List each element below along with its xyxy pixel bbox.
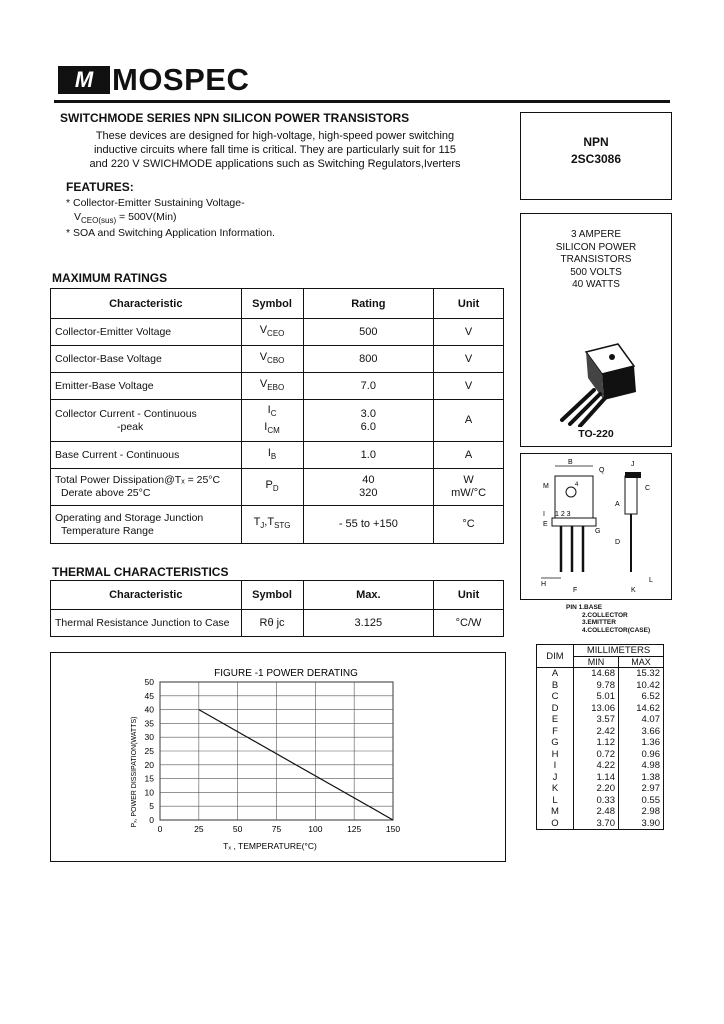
cell-characteristic: Operating and Storage Junction Temperature Range: [51, 506, 242, 544]
min-header: MIN: [574, 657, 619, 668]
dimension-row: [537, 703, 664, 715]
cell-min: 0.33: [574, 795, 619, 807]
cell-max: 1.38: [618, 772, 663, 784]
cell-min: 1.12: [574, 737, 619, 749]
cell-dim: D: [537, 703, 574, 715]
cell-symbol: $I_C$ $I_{CM}$: [241, 400, 303, 442]
y-tick-label: 35: [144, 718, 154, 729]
dimension-row: [537, 680, 664, 692]
dimension-row: [537, 726, 664, 738]
col-header: Unit: [434, 581, 504, 610]
mechanical-drawing-box: [520, 453, 672, 600]
x-tick-label: 100: [308, 824, 323, 834]
cell-max: 3.125: [303, 610, 434, 637]
table-row: [51, 373, 504, 400]
cell-characteristic: Total Power Dissipation@Tₓ = 25°C Derate above 25°C: [51, 469, 242, 506]
cell-rating: 7.0: [303, 373, 434, 400]
cell-unit: °C: [434, 506, 504, 544]
cell-rating: 40 320: [303, 469, 434, 506]
cell-min: 5.01: [574, 691, 619, 703]
max-ratings-title: MAXIMUM RATINGS: [52, 271, 168, 285]
company-logo-mark: M: [58, 66, 110, 94]
intro-line: These devices are designed for high-voltage, high-speed power switching: [95, 130, 455, 142]
cell-max: 2.97: [618, 783, 663, 795]
cell-max: 4.98: [618, 760, 663, 772]
chart-grid: [160, 682, 393, 820]
col-header: Rating: [303, 289, 434, 319]
cell-min: 9.78: [574, 680, 619, 692]
company-name: MOSPEC: [112, 62, 250, 97]
part-number: 2SC3086: [570, 152, 622, 166]
feature-item: * SOA and Switching Application Information.: [66, 227, 275, 239]
cell-characteristic: Emitter-Base Voltage: [51, 373, 242, 400]
y-tick-label: 30: [144, 732, 154, 743]
x-tick-label: 0: [157, 824, 163, 834]
cell-rating: 500: [303, 319, 434, 346]
cell-max: 3.90: [618, 818, 663, 830]
cell-symbol: $V_{CEO}$: [241, 319, 303, 346]
y-tick-label: 0: [149, 815, 154, 825]
dimension-row: [537, 691, 664, 703]
cell-min: 4.22: [574, 760, 619, 772]
cell-min: 3.70: [574, 818, 619, 830]
cell-rating: 800: [303, 346, 434, 373]
y-tick-label: 20: [144, 759, 154, 770]
thermal-table: [50, 580, 504, 637]
intro-line: and 220 V SWICHMODE applications such as Switching Regulators,Iverters: [89, 158, 461, 170]
cell-min: 2.42: [574, 726, 619, 738]
table-row: [51, 319, 504, 346]
cell-min: 13.06: [574, 703, 619, 715]
svg-text:1 2 3: 1 2 3: [555, 511, 571, 518]
table-row: [51, 400, 504, 442]
table-row: [51, 442, 504, 469]
col-header: Symbol: [241, 581, 303, 610]
cell-rating: 1.0: [303, 442, 434, 469]
table-row: [51, 610, 504, 637]
col-header: Max.: [303, 581, 434, 610]
cell-dim: L: [537, 795, 574, 807]
y-tick-label: 25: [144, 746, 154, 756]
feature-item: * Collector-Emitter Sustaining Voltage-: [66, 197, 245, 209]
dimension-table: [536, 644, 664, 830]
part-number-box: [520, 112, 672, 200]
cell-characteristic: Collector-Base Voltage: [51, 346, 242, 373]
dimension-row: [537, 818, 664, 830]
cell-characteristic: Collector Current - Continuous -peak: [51, 400, 242, 442]
feature-value: $V_{CEO(sus)} = 500V(Min)$: [74, 211, 177, 226]
dimension-row: [537, 668, 664, 680]
svg-text:H: H: [541, 581, 547, 588]
dimension-row: [537, 714, 664, 726]
cell-min: 3.57: [574, 714, 619, 726]
y-tick-label: 45: [144, 690, 154, 701]
y-tick-label: 10: [144, 787, 154, 798]
cell-max: 6.52: [618, 691, 663, 703]
svg-text:E: E: [543, 521, 548, 528]
table-row: [51, 506, 504, 544]
y-tick-label: 5: [149, 801, 154, 812]
cell-symbol: $P_D$: [241, 469, 303, 506]
dimension-row: [537, 737, 664, 749]
svg-text:K: K: [631, 587, 636, 594]
max-header: MAX: [618, 657, 663, 668]
power-derating-chart: [50, 652, 504, 860]
cell-characteristic: Base Current - Continuous: [51, 442, 242, 469]
cell-max: 4.07: [618, 714, 663, 726]
cell-dim: F: [537, 726, 574, 738]
cell-dim: K: [537, 783, 574, 795]
cell-min: 2.20: [574, 783, 619, 795]
x-tick-label: 150: [385, 824, 401, 834]
dimension-row: [537, 795, 664, 807]
x-tick-label: 25: [194, 824, 204, 834]
unit-header: MILLIMETERS: [574, 645, 664, 657]
svg-text:M: M: [543, 483, 549, 490]
table-row: [51, 469, 504, 506]
y-tick-label: 15: [144, 773, 154, 784]
svg-text:L: L: [649, 577, 653, 584]
cell-max: 2.98: [618, 806, 663, 818]
cell-max: 15.32: [618, 668, 663, 680]
cell-symbol: $V_{EBO}$: [241, 373, 303, 400]
cell-dim: B: [537, 680, 574, 692]
cell-unit: °C/W: [434, 610, 504, 637]
dimension-row: [537, 772, 664, 784]
cell-unit: W mW/°C: [434, 469, 504, 506]
x-tick-label: 75: [271, 824, 282, 834]
cell-unit: V: [434, 346, 504, 373]
cell-dim: M: [537, 806, 574, 818]
cell-unit: V: [434, 319, 504, 346]
to220-package-illustration: [546, 342, 646, 427]
chart-ylabel: Pₓ, POWER DISSIPATION(WATTS): [131, 716, 138, 828]
svg-text:F: F: [573, 587, 578, 594]
cell-symbol: Rθ jc: [241, 610, 303, 637]
document-title: SWITCHMODE SERIES NPN SILICON POWER TRANSISTORS: [60, 111, 410, 125]
dimension-row: [537, 783, 664, 795]
cell-max: 0.96: [618, 749, 663, 761]
cell-unit: A: [434, 442, 504, 469]
mechanical-drawing: [521, 454, 671, 599]
table-row: [51, 346, 504, 373]
cell-dim: I: [537, 760, 574, 772]
svg-text:I: I: [543, 511, 545, 518]
dim-header: DIM: [537, 645, 574, 668]
col-header: Symbol: [241, 289, 303, 319]
svg-text:J: J: [631, 461, 635, 468]
cell-rating: 3.0 6.0: [303, 400, 434, 442]
cell-characteristic: Collector-Emitter Voltage: [51, 319, 242, 346]
dimension-row: [537, 760, 664, 772]
intro-line: inductive circuits where fall time is critical. They are particularly suit for 115: [93, 144, 457, 156]
col-header: Characteristic: [51, 581, 242, 610]
svg-text:G: G: [595, 528, 601, 535]
cell-min: 14.68: [574, 668, 619, 680]
col-header: Unit: [434, 289, 504, 319]
x-tick-label: 50: [232, 824, 243, 834]
chart-xlabel: Tₓ , TEMPERATURE(°C): [223, 841, 317, 851]
cell-max: 14.62: [618, 703, 663, 715]
package-name: TO-220: [578, 428, 614, 440]
cell-max: 0.55: [618, 795, 663, 807]
cell-max: 1.36: [618, 737, 663, 749]
chart-ticks: [145, 677, 401, 834]
cell-dim: H: [537, 749, 574, 761]
svg-text:4: 4: [575, 482, 579, 488]
spec-package-box: [520, 213, 672, 447]
svg-text:A: A: [615, 501, 620, 508]
cell-min: 0.72: [574, 749, 619, 761]
cell-unit: V: [434, 373, 504, 400]
cell-dim: J: [537, 772, 574, 784]
svg-text:Q: Q: [599, 467, 605, 474]
cell-max: 3.66: [618, 726, 663, 738]
svg-text:C: C: [645, 485, 651, 492]
cell-dim: E: [537, 714, 574, 726]
header-rule: [54, 100, 670, 103]
cell-characteristic: Thermal Resistance Junction to Case: [51, 610, 242, 637]
cell-symbol: $I_B$: [241, 442, 303, 469]
cell-symbol: $V_{CBO}$: [241, 346, 303, 373]
cell-dim: G: [537, 737, 574, 749]
features-title: FEATURES:: [66, 180, 134, 194]
max-ratings-table: [50, 288, 504, 544]
cell-min: 1.14: [574, 772, 619, 784]
intro-paragraph: [60, 129, 490, 171]
cell-symbol: $T_J,T_{STG}$: [241, 506, 303, 544]
svg-text:B: B: [568, 459, 573, 466]
cell-max: 10.42: [618, 680, 663, 692]
dimension-row: [537, 749, 664, 761]
dimension-row: [537, 806, 664, 818]
cell-rating: - 55 to +150: [303, 506, 434, 544]
cell-min: 2.48: [574, 806, 619, 818]
thermal-title: THERMAL CHARACTERISTICS: [52, 565, 229, 579]
y-tick-label: 40: [144, 704, 154, 715]
cell-dim: A: [537, 668, 574, 680]
spec-summary: 3 AMPERE SILICON POWER TRANSISTORS 500 VOLTS 40 WATTS: [555, 229, 637, 290]
pin-list: PIN 1.BASE 2.COLLECTOR 3.EMITTER 4.COLLECTOR(CASE): [566, 604, 651, 634]
cell-dim: C: [537, 691, 574, 703]
cell-unit: A: [434, 400, 504, 442]
svg-text:D: D: [615, 539, 621, 546]
y-tick-label: 50: [144, 677, 154, 687]
col-header: Characteristic: [51, 289, 242, 319]
part-type: NPN: [583, 135, 609, 149]
cell-dim: O: [537, 818, 574, 830]
x-tick-label: 125: [347, 824, 362, 834]
chart-title: FIGURE -1 POWER DERATING: [214, 668, 358, 679]
